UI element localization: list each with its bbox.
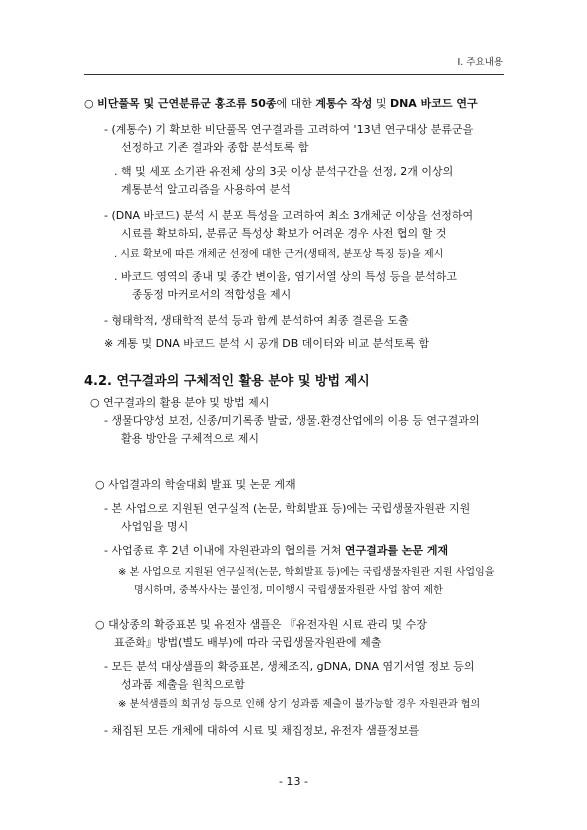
text-line: . 바코드 영역의 종내 및 종간 변이율, 염기서열 상의 특성 등을 분석하고	[114, 270, 457, 283]
text-line: . 핵 및 세포 소기관 유전체 상의 3곳 이상 분석구간을 선정, 2개 이상의	[114, 165, 454, 178]
text-line: - 형태학적, 생태학적 분석 등과 함께 분석하여 최종 결론을 도출	[104, 314, 409, 327]
text-line: - 생물다양성 보전, 신종/미기록종 발굴, 생물.환경산업에의 이용 등 연구결과의	[104, 414, 480, 427]
text-line: . 시료 확보에 따른 개체군 선정에 대한 근거(생태적, 분포상 특징 등)을 제시	[114, 249, 444, 260]
text-line: 명시하며, 중복사사는 불인정, 미이행시 국립생물자원관 사업 참여 제한	[134, 585, 443, 596]
text-line: 활용 방안을 구체적으로 제시	[121, 432, 260, 445]
text-line: 표준화』방법(별도 배부)에 따라 국립생물자원관에 제출	[114, 636, 382, 649]
text-line: ※ 분석샘플의 희귀성 등으로 인해 상기 성과품 제출이 불가능할 경우 자원관과 협의	[118, 699, 481, 710]
text-part: - 사업종료 후 2년 이내에 자원관과의 협의를 거쳐	[104, 544, 345, 557]
text-line	[104, 544, 448, 558]
text-line: 성과품 제출을 원칙으로함	[121, 678, 245, 691]
text-line: 선정하고 기존 결과와 종합 분석토록 함	[121, 141, 309, 154]
text-line: 계통분석 알고리즘을 사용하여 분석	[121, 183, 291, 196]
text-line: - (계통수) 기 확보한 비단풀목 연구결과를 고려하여 '13년 연구대상 분류군을	[104, 123, 474, 136]
title-part: 비단풀목 및 근연분류군 홍조류 50종	[97, 97, 277, 110]
text-line: - 본 사업으로 지원된 연구실적 (논문, 학회발표 등)에는 국립생물자원관 지원	[104, 502, 471, 515]
header-rule	[84, 74, 504, 75]
text-line: - (DNA 바코드) 분석 시 분포 특성을 고려하여 최소 3개체군 이상을 선정하여	[104, 209, 474, 222]
text-line: ※ 계통 및 DNA 바코드 분석 시 공개 DB 데이터와 비교 분석토록 함	[104, 337, 430, 350]
text-line: - 채집된 모든 개체에 대하여 시료 및 채집정보, 유전자 샘플정보를	[104, 724, 420, 737]
text-line: 종동정 마커로서의 적합성을 제시	[132, 288, 292, 301]
text-line: 사업임을 명시	[121, 520, 189, 533]
text-line: ○ 대상종의 확증표본 및 유전자 샘플은 『유전자원 시료 관리 및 수장	[95, 618, 427, 631]
section-heading: 4.2. 연구결과의 구체적인 활용 분야 및 방법 제시	[84, 374, 370, 389]
title-part: 계통수 작성	[315, 97, 373, 110]
block1-title	[84, 97, 478, 111]
title-part: DNA 바코드 연구	[389, 97, 478, 110]
bullet-circle-icon: ○	[84, 97, 98, 110]
title-part: 및	[372, 97, 390, 110]
text-line: - 모든 분석 대상샘플의 확증표본, 생체조직, gDNA, DNA 염기서열 정보 등의	[104, 660, 475, 673]
page-number: - 13 -	[279, 775, 308, 788]
text-line: ○ 연구결과의 활용 분야 및 방법 제시	[90, 396, 270, 409]
text-line: ○ 사업결과의 학술대회 발표 및 논문 게재	[95, 478, 296, 491]
title-part: 에 대한	[276, 97, 316, 110]
text-part-bold: 연구결과를 논문 게재	[344, 544, 449, 557]
text-line: 시료를 확보하되, 분류군 특성상 확보가 어려운 경우 사전 협의 할 것	[121, 227, 447, 240]
text-line: ※ 본 사업으로 지원된 연구실적(논문, 학회발표 등)에는 국립생물자원관 지원 사업임을	[118, 567, 495, 578]
page-header: I. 주요내용	[457, 57, 503, 68]
